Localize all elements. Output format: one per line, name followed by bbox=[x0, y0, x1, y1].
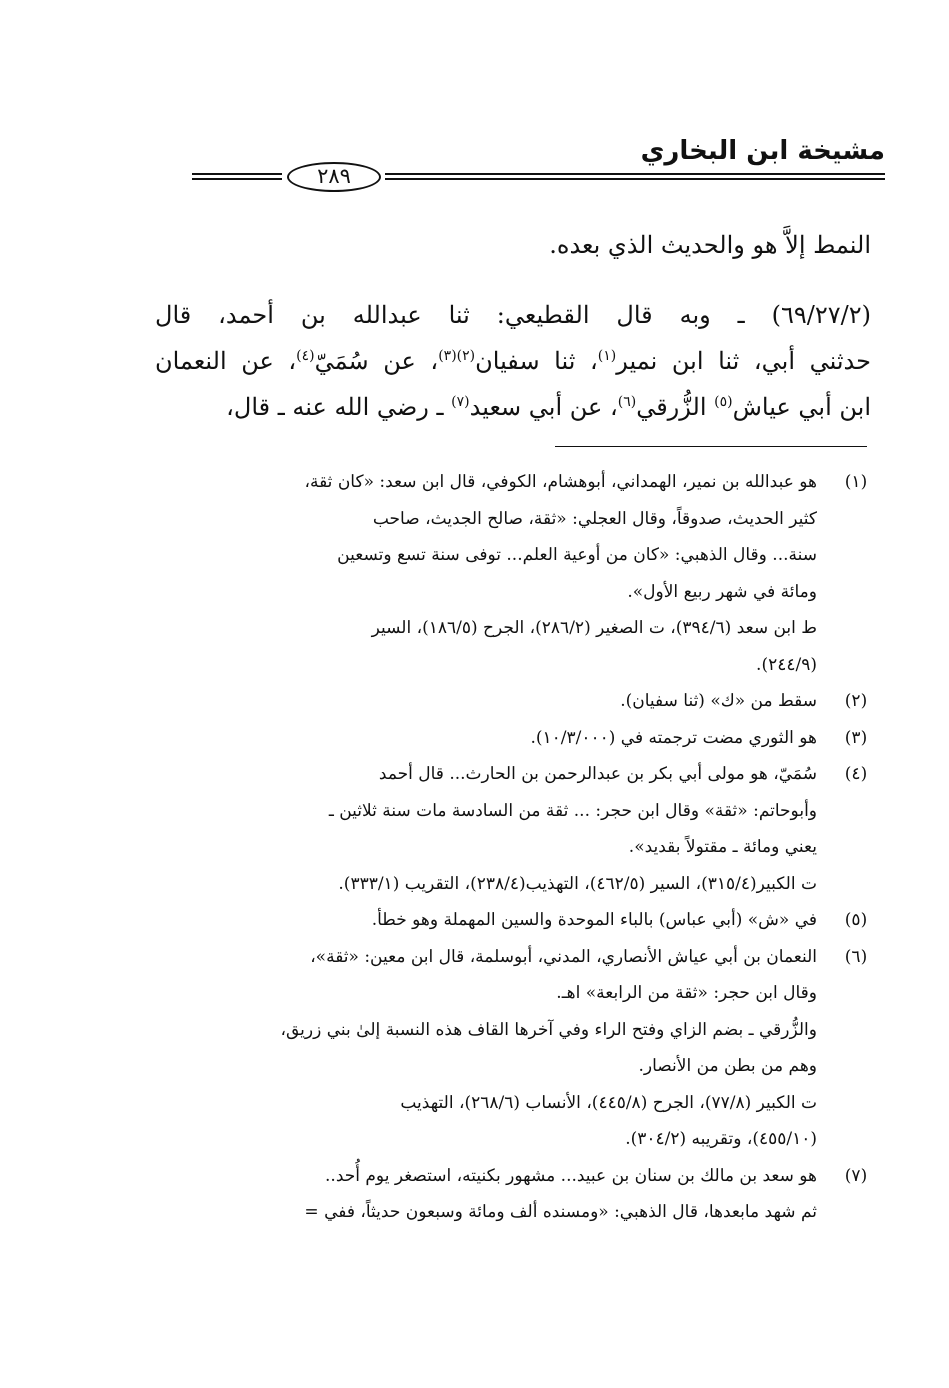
header-rule-left bbox=[192, 173, 282, 180]
footnote bbox=[157, 939, 879, 1158]
hadith-line: ابن أبي عياش$^{(٥)}$ الزُّرقي$^{(٦)}$، عن أبي سعيد$^{(٧)}$ ـ رضي الله عنه ـ قال، bbox=[226, 393, 871, 421]
footnote bbox=[157, 1158, 879, 1231]
footnote-line: (٤٥٥/١٠)، وتقريبه (٣٠٤/٢). bbox=[625, 1129, 817, 1149]
paragraph-gap bbox=[155, 268, 871, 292]
footnote-ref: (٤) bbox=[296, 348, 315, 364]
footnote-line: هو عبدالله بن نمير، الهمداني، أبوهشام، الكوفي، قال ابن سعد: «كان ثقة، bbox=[304, 472, 817, 492]
footnote-line: ت الكبير(٣١٥/٤)، السير (٤٦٢/٥)، التهذيب(٢٣٨/٤)، التقريب (٣٣٣/١). bbox=[338, 873, 817, 894]
footnote-line: وقال ابن حجر: «ثقة من الرابعة» اهـ. bbox=[556, 983, 817, 1003]
footnote-number: (٧) bbox=[844, 1165, 868, 1186]
footnote-line: (٢٤٤/٩). bbox=[756, 654, 817, 675]
main-text bbox=[155, 222, 871, 430]
footnote-line: في «ش» (أبي عباس) بالباء الموحدة والسين المهملة وهو خطأ. bbox=[371, 910, 817, 930]
footnote-line: ط ابن سعد (٣٩٤/٦)، ت الصغير (٢٨٦/٢)، الجرح (١٨٦/٥)، السير bbox=[371, 618, 817, 638]
footnote-line: سنة... وقال الذهبي: «كان من أوعية العلم... توفى سنة تسع وتسعين bbox=[337, 545, 817, 565]
main-line: النمط إلاَّ هو والحديث الذي بعده. bbox=[549, 231, 871, 259]
footnote-line: هو سعد بن مالك بن سنان بن عبيد... مشهور بكنيته، استصغر يوم أُحد.. bbox=[325, 1165, 817, 1186]
page-number: ٢٨٩ bbox=[287, 162, 381, 192]
footnote-ref: (٢) bbox=[456, 348, 476, 364]
footnote-number: (٥) bbox=[844, 910, 868, 930]
footnote-line: سُمَيّ، هو مولى أبي بكر بن عبدالرحمن بن الحارث... قال أحمد bbox=[378, 764, 817, 784]
footnote-line: وأبوحاتم: «ثقة» وقال ابن حجر: ... ثقة من السادسة مات سنة ثلاثين ـ bbox=[328, 800, 817, 821]
footnote-line: ت الكبير (٧٧/٨)، الجرح (٤٤٥/٨)، الأنساب (٢٦٨/٦)، التهذيب bbox=[400, 1092, 817, 1113]
footnote-line: ثم شهد مابعدها، قال الذهبي: «ومسنده ألف ومائة وسبعون حديثاً، ففي = bbox=[304, 1202, 817, 1222]
footnote-line: سقط من «ك» (ثنا سفيان). bbox=[620, 691, 817, 711]
footnote-line: هو الثوري مضت ترجمته في (١٠/٣/٠٠٠). bbox=[530, 727, 817, 748]
footnote-ref: (١) bbox=[597, 348, 617, 364]
footnote-ref: (٣) bbox=[438, 348, 457, 364]
footnote-line: ومائة في شهر ربيع الأول». bbox=[627, 581, 817, 602]
footnote-line: كثير الحديث، صدوقاً، وقال العجلي: «ثقة، صالح الجديث، صاحب bbox=[372, 508, 817, 529]
footnote-number: (٣) bbox=[844, 727, 868, 748]
footnotes bbox=[157, 464, 879, 1231]
footnote bbox=[157, 683, 879, 720]
footnote-ref: (٦) bbox=[617, 394, 637, 410]
footnote bbox=[157, 720, 879, 757]
footnote-number: (٤) bbox=[844, 764, 868, 784]
footnote-ref: (٧) bbox=[451, 394, 470, 410]
header-rule-right bbox=[385, 173, 885, 180]
footnote-divider bbox=[555, 446, 867, 447]
footnote-line: النعمان بن أبي عياش الأنصاري، المدني، أبوسلمة، قال ابن معين: «ثقة»، bbox=[310, 946, 817, 967]
footnote bbox=[157, 464, 879, 683]
footnote bbox=[157, 756, 879, 902]
hadith-line: (٦٩/٢٧/٢) ـ وبه قال القطيعي: ثنا عبدالله بن أحمد، قال bbox=[155, 301, 871, 329]
footnote-number: (٦) bbox=[844, 946, 868, 967]
footnote-ref: (٥) bbox=[714, 394, 733, 410]
hadith-line: حدثني أبي، ثنا ابن نمير$^{(١)}$، ثنا سفيان$^{(٢)(٣)}$، عن سُمَيّ$^{(٤)}$، عن النعمان bbox=[155, 347, 871, 375]
footnote bbox=[157, 902, 879, 939]
footnote-line: وهم من بطن من الأنصار. bbox=[638, 1056, 817, 1076]
footnote-line: يعني ومائة ـ مقتولاً بقديد». bbox=[628, 837, 817, 857]
footnote-number: (١) bbox=[844, 472, 868, 492]
footnote-number: (٢) bbox=[844, 691, 868, 711]
footnote-line: والزُّرقي ـ بضم الزاي وفتح الراء وفي آخرها القاف هذه النسبة إلىٰ بني زريق، bbox=[280, 1019, 817, 1040]
running-title: مشيخة ابن البخاري bbox=[640, 136, 885, 166]
